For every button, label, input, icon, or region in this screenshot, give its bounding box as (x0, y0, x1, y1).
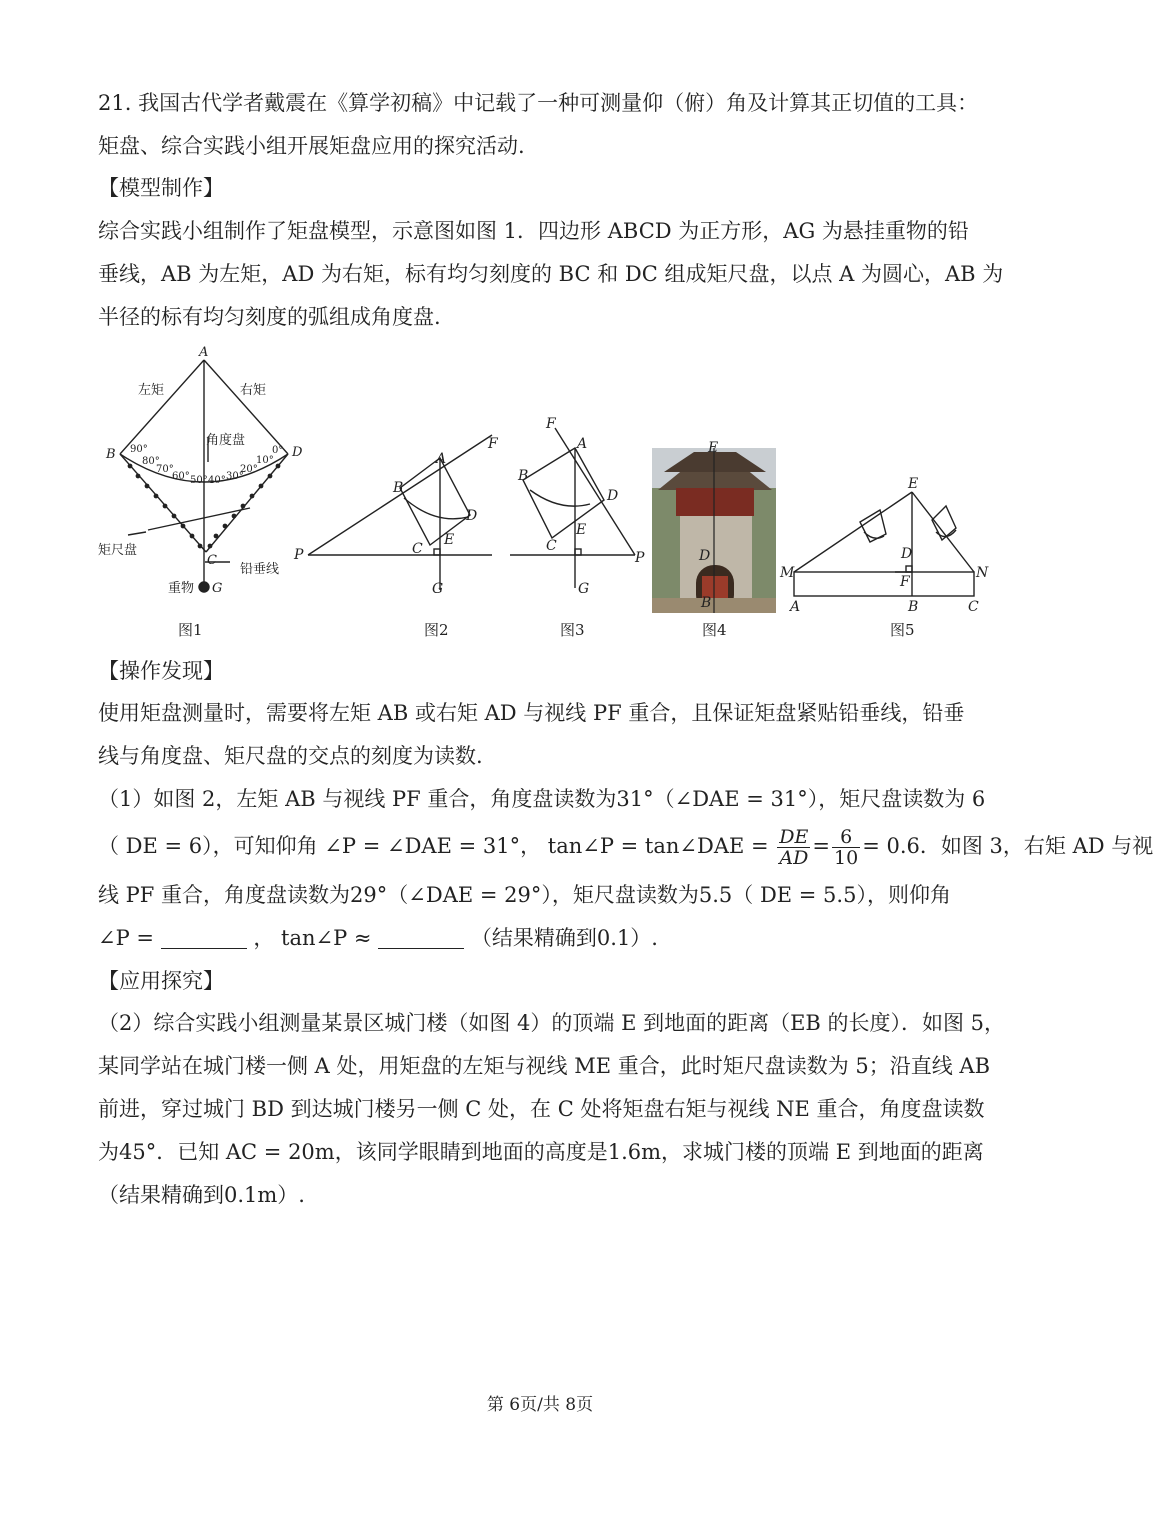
fig1-tick-70: 70° (156, 464, 174, 475)
figure-4-photo (652, 448, 776, 613)
q1-fraction-6-10 (832, 827, 860, 868)
q1-line-2a: （ DE = 6），可知仰角 ∠P = ∠DAE = 31°， tan∠P = tan∠DAE = (98, 834, 769, 858)
fig3-point-F: F (546, 416, 556, 432)
application-line-5: （结果精确到0.1m）. (98, 1183, 305, 1207)
application-line-4: 为45°．已知 AC = 20m，该同学眼睛到地面的高度是1.6m，求城门楼的顶端 E 到地面的距离 (98, 1140, 984, 1164)
fig1-tick-80: 80° (142, 456, 160, 467)
fig1-point-A: A (199, 345, 209, 360)
fig1-tick-90: 90° (130, 444, 148, 455)
operation-line-2: 线与角度盘、矩尺盘的交点的刻度为读数. (98, 744, 483, 768)
fig1-tick-40: 40° (208, 475, 226, 486)
fig3-point-G: G (578, 581, 590, 597)
fig3-point-C: C (546, 538, 557, 554)
fig5-point-A: A (790, 599, 801, 615)
fig1-point-G: G (212, 581, 223, 596)
figures-svg (90, 340, 1000, 650)
fig2-point-F: F (488, 436, 498, 452)
fig1-point-B: B (106, 447, 116, 462)
fig2-point-G: G (432, 581, 444, 597)
fig3-point-E: E (576, 522, 587, 538)
problem-intro (98, 82, 984, 168)
q1-line-4 (98, 917, 984, 960)
fig3-point-P: P (635, 550, 645, 566)
page-number: 第 6页/共 8页 (486, 1395, 594, 1415)
figure-2 (308, 435, 492, 590)
model-line-3: 半径的标有均匀刻度的弧组成角度盘. (98, 305, 441, 329)
fig1-angle-dial: 角度盘 (206, 433, 246, 448)
figure-3 (510, 428, 635, 588)
fig2-point-P: P (294, 547, 304, 563)
model-line-1: 综合实践小组制作了矩盘模型，示意图如图 1．四边形 ABCD 为正方形，AG 为悬挂重物的铅 (98, 219, 969, 243)
fig5-point-D: D (901, 546, 913, 562)
fig2-point-D: D (466, 508, 478, 524)
operation-line-1: 使用矩盘测量时，需要将左矩 AB 或右矩 AD 与视线 PF 重合，且保证矩盘紧贴铅垂线，铅垂 (98, 701, 965, 725)
model-line-2: 垂线，AB 为左矩，AD 为右矩，标有均匀刻度的 BC 和 DC 组成矩尺盘，以点 A 为圆心，AB 为 (98, 262, 1004, 286)
figure-1-labels (98, 345, 303, 639)
q1-tan-answer-blank[interactable] (378, 926, 464, 949)
fig5-point-N: N (976, 565, 989, 581)
figure-2-labels (293, 436, 499, 639)
q1-frac1-den: AD (779, 847, 809, 869)
fig2-point-A: A (436, 451, 447, 467)
intro-line-2: 矩盘、综合实践小组开展矩盘应用的探究活动. (98, 134, 525, 158)
fig3-point-A: A (577, 436, 588, 452)
model-paragraph (98, 210, 1004, 339)
heading-operation: 【操作发现】 (98, 659, 224, 683)
q1-angle-answer-blank[interactable] (161, 926, 247, 949)
fig5-point-B: B (908, 599, 919, 615)
fig1-tick-30: 30° (226, 471, 244, 482)
q1-tail (98, 874, 984, 960)
figure-5-labels (779, 476, 989, 639)
fig1-weight: 重物 (168, 581, 195, 596)
fig4-point-D: D (699, 548, 711, 564)
figures-row (90, 340, 1000, 650)
intro-line-1: 21. 我国古代学者戴震在《算学初稿》中记载了一种可测量仰（俯）角及计算其正切值的工具： (98, 91, 979, 115)
fig2-point-C: C (412, 541, 423, 557)
fig4-point-E: E (708, 440, 719, 456)
fig1-tick-20: 20° (240, 464, 258, 475)
fig4-point-B: B (701, 595, 712, 611)
fig2-point-E: E (444, 532, 455, 548)
fig1-tick-0: 0° (272, 445, 284, 456)
figure-3-labels (517, 416, 645, 639)
q1-line-1: （1）如图 2，左矩 AB 与视线 PF 重合，角度盘读数为31°（∠DAE = 31°），矩尺盘读数为 6 (98, 787, 986, 811)
fig1-point-C: C (207, 553, 217, 568)
q1-frac2-num: 6 (832, 827, 860, 848)
q1-line-3: 线 PF 重合，角度盘读数为29°（∠DAE = 29°），矩尺盘读数为5.5（ DE = 5.5），则仰角 (98, 883, 951, 907)
fig2-caption: 图2 (424, 621, 449, 639)
fig1-tick-60: 60° (172, 471, 190, 482)
fig3-caption: 图3 (560, 621, 585, 639)
fig5-point-F: F (900, 574, 910, 590)
figure-5 (794, 492, 974, 596)
fig3-point-D: D (607, 488, 619, 504)
fig5-caption: 图5 (890, 621, 915, 639)
fig5-point-M: M (780, 565, 795, 581)
fig1-tick-50: 50° (190, 475, 208, 486)
fig5-point-E: E (908, 476, 919, 492)
q1-fraction-de-ad (777, 827, 810, 868)
heading-model: 【模型制作】 (98, 176, 224, 200)
fig2-point-B: B (393, 480, 404, 496)
fig5-point-C: C (968, 599, 979, 615)
heading-application: 【应用探究】 (98, 969, 224, 993)
application-line-1: （2）综合实践小组测量某景区城门楼（如图 4）的顶端 E 到地面的距离（EB 的长度）．如图 5， (98, 1011, 1006, 1035)
q1-angle-prompt: ∠P = (98, 926, 154, 950)
q1-eq: = (812, 834, 831, 858)
fig1-left-ju: 左矩 (138, 383, 165, 398)
application-line-2: 某同学站在城门楼一侧 A 处，用矩盘的左矩与视线 ME 重合，此时矩尺盘读数为 5；沿直线 AB (98, 1054, 991, 1078)
fig1-ruler-dial: 矩尺盘 (98, 543, 138, 558)
fig1-right-ju: 右矩 (240, 383, 267, 398)
q1-formula-line (98, 820, 1153, 872)
application-line-3: 前进，穿过城门 BD 到达城门楼另一侧 C 处，在 C 处将矩盘右矩与视线 NE 重合，角度盘读数 (98, 1097, 985, 1121)
fig4-caption: 图4 (702, 621, 727, 639)
q1-line-2b: = 0.6．如图 3，右矩 AD 与视 (862, 834, 1153, 858)
q1-frac1-num: DE (779, 826, 809, 848)
q1-frac2-den: 10 (834, 847, 859, 869)
operation-paragraph (98, 692, 984, 821)
application-paragraph (98, 1002, 1006, 1217)
fig1-tick-10: 10° (256, 455, 274, 466)
fig3-point-B: B (518, 468, 529, 484)
q1-tan-prompt: ， tan∠P ≈ (253, 926, 372, 950)
fig1-caption: 图1 (178, 621, 203, 639)
q1-precision-note: （结果精确到0.1）. (470, 926, 658, 950)
fig1-plumb: 铅垂线 (240, 562, 280, 577)
fig1-point-D: D (292, 445, 303, 460)
